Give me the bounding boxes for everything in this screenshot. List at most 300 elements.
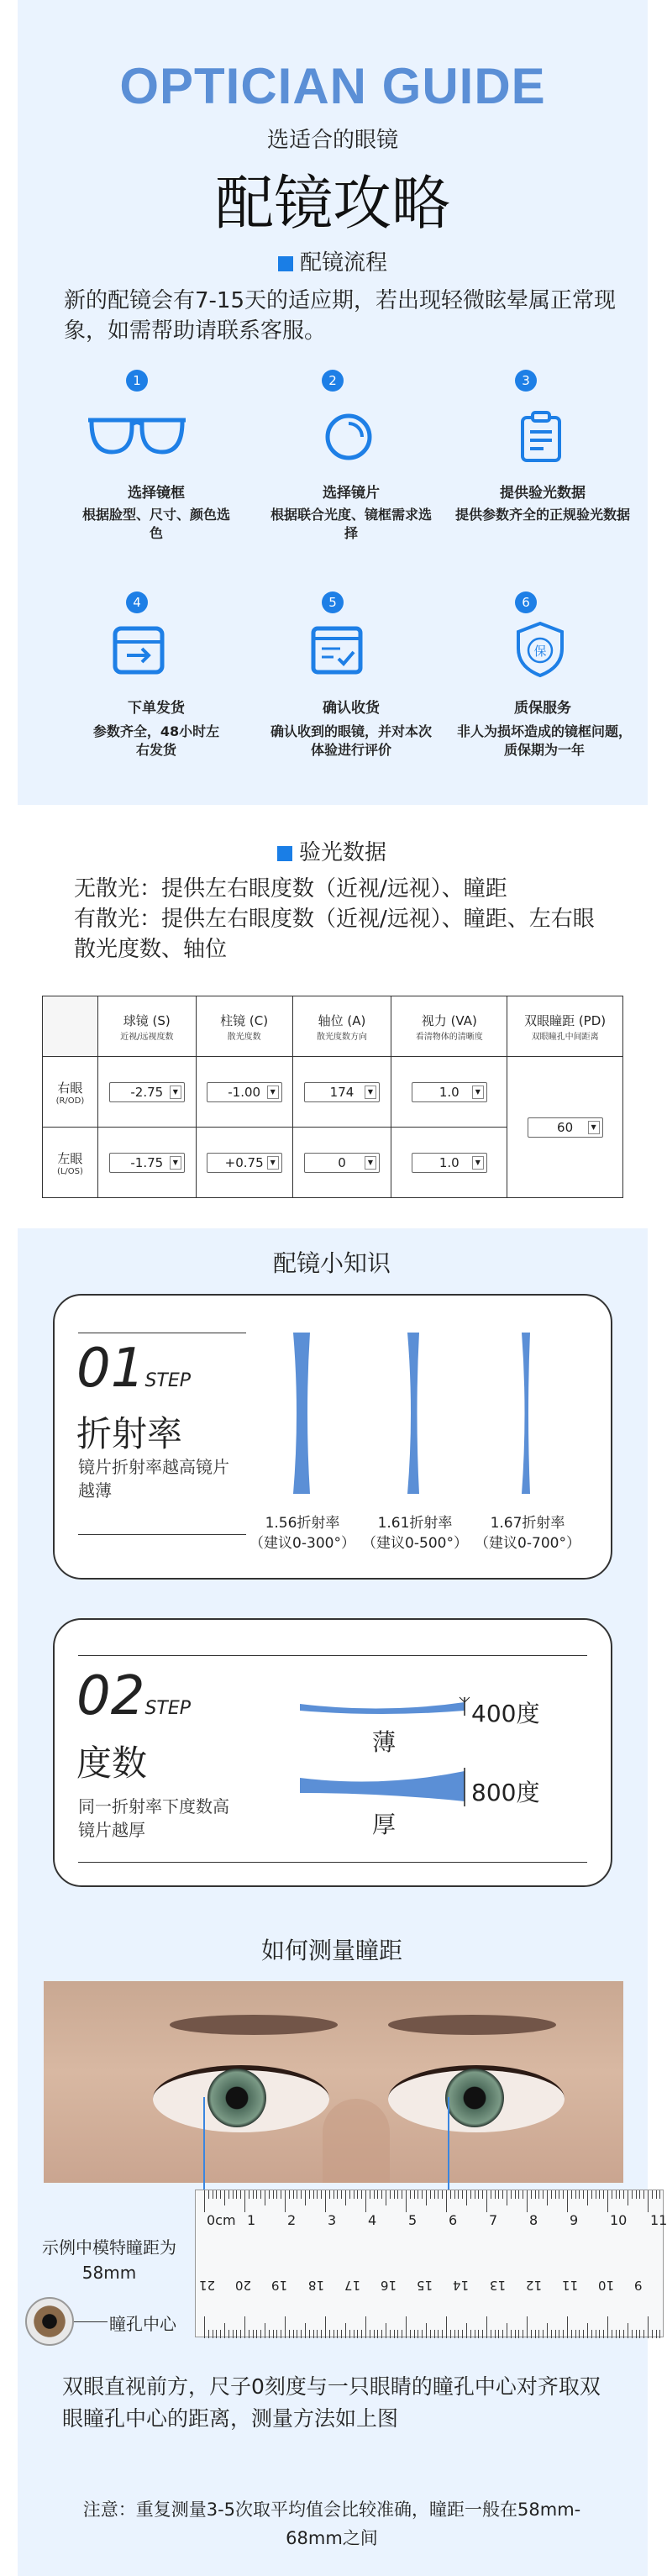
step-number: 3 [515, 370, 537, 392]
ruler-tick [495, 2330, 496, 2338]
axis-select[interactable]: 174 ▼ [304, 1082, 380, 1102]
ruler-tick [354, 2330, 355, 2338]
pupil-sample-icon [25, 2297, 74, 2346]
ruler-tick [301, 2190, 302, 2199]
ruler-tick [240, 2190, 241, 2199]
ruler-tick [345, 2323, 346, 2338]
ruler-tick [616, 2190, 617, 2199]
thin-lens-icon [513, 1329, 538, 1497]
process-heading [18, 245, 648, 276]
process-panel [18, 0, 648, 805]
step-number: 1 [126, 370, 148, 392]
ruler-tick [636, 2330, 637, 2338]
va-select[interactable]: 1.0 ▼ [412, 1082, 487, 1102]
thin-label: 薄 [372, 1728, 397, 1756]
ruler-tick [648, 2316, 649, 2338]
col-header: 球镜 (S) 近视/远视度数 [97, 996, 196, 1057]
ruler-tick [551, 2190, 552, 2199]
chevron-down-icon: ▼ [472, 1086, 484, 1099]
iris [445, 2069, 504, 2127]
ruler-tick [224, 2323, 225, 2338]
ruler-tick [478, 2330, 479, 2338]
ruler-tick [599, 2190, 600, 2199]
clipboard-icon [518, 410, 564, 464]
ruler-tick [224, 2190, 225, 2205]
ruler-label: 2 [287, 2212, 297, 2228]
ruler-tick [305, 2323, 306, 2338]
ruler-tick [652, 2330, 653, 2338]
ruler-tick [466, 2323, 467, 2338]
eyebrow [388, 2015, 556, 2035]
ruler-tick [406, 2190, 407, 2212]
ruler-tick [623, 2190, 624, 2199]
ruler-tick [607, 2316, 608, 2338]
pupil-pointer [74, 2321, 108, 2322]
table-corner [43, 996, 98, 1057]
step-desc: 根据联合光度、镜框需求选择 [270, 507, 432, 541]
ruler-label: 3 [328, 2212, 337, 2228]
refraction-card [53, 1294, 612, 1580]
chevron-down-icon: ▼ [472, 1156, 484, 1170]
ruler-tick [256, 2330, 257, 2338]
ruler-tick [535, 2330, 536, 2338]
ruler-tick [273, 2330, 274, 2338]
pd-desc: 双眼直视前方，尺子0刻度与一只眼睛的瞳孔中心对齐取双眼瞳孔中心的距离，测量方法如上图 [62, 2374, 601, 2431]
card-desc: 镜片折射率越高镜片越薄 [78, 1457, 229, 1501]
ruler-tick [571, 2190, 572, 2199]
ruler-tick [555, 2190, 556, 2199]
ruler-tick [486, 2190, 487, 2212]
ruler-tick [632, 2330, 633, 2338]
ruler-tick [244, 2190, 245, 2212]
divider [78, 1534, 246, 1535]
ruler-tick [394, 2330, 395, 2338]
ruler-tick [285, 2316, 286, 2338]
ruler-tick [648, 2190, 649, 2212]
ruler-tick [293, 2190, 294, 2199]
ruler-tick [462, 2330, 463, 2338]
ruler-tick [216, 2330, 217, 2338]
ruler-label: 10 [610, 2212, 628, 2228]
ruler-tick [309, 2330, 310, 2338]
ruler-tick [438, 2330, 439, 2338]
ruler-tick [547, 2190, 548, 2205]
ruler-tick [228, 2190, 229, 2199]
ruler-tick [430, 2190, 431, 2199]
lens-icon [323, 412, 374, 462]
ruler-tick [458, 2190, 459, 2199]
ruler-tick [619, 2190, 620, 2199]
ruler-tick [603, 2330, 604, 2338]
ruler-tick [442, 2190, 443, 2199]
lens-index-label: 1.56折射率 [265, 1515, 340, 1532]
ruler-tick [321, 2190, 322, 2199]
ruler-tick [450, 2330, 451, 2338]
ruler-tick [515, 2190, 516, 2199]
ruler-label: 16 [381, 2278, 397, 2293]
ruler-tick [567, 2190, 568, 2212]
glasses-frame-icon [85, 415, 189, 457]
ruler-tick [285, 2190, 286, 2212]
ruler-tick [414, 2190, 415, 2199]
ruler-tick [337, 2190, 338, 2199]
ruler-label: 11 [562, 2278, 579, 2293]
ruler-tick [341, 2190, 342, 2199]
step-number: 02STEP [76, 1665, 192, 1727]
ruler-tick [639, 2190, 640, 2199]
ruler-label: 9 [570, 2212, 579, 2228]
step-title: 提供验光数据 [500, 485, 586, 502]
ruler-tick [240, 2330, 241, 2338]
eye-label: 右眼 (R/OD) [43, 1057, 98, 1128]
col-header: 双眼瞳距 (PD) 双眼瞳孔中间距离 [507, 996, 623, 1057]
ruler-tick [293, 2330, 294, 2338]
ruler-tick [518, 2190, 519, 2199]
pd-heading: 如何测量瞳距 [260, 1937, 402, 1964]
page-title: 配镜攻略 [215, 169, 450, 238]
ruler-tick [337, 2330, 338, 2338]
ruler-label: 0cm [207, 2212, 236, 2228]
ruler-tick [390, 2330, 391, 2338]
ruler-tick [305, 2190, 306, 2205]
svg-text:保: 保 [533, 644, 547, 659]
ruler-tick [587, 2190, 588, 2205]
ruler-tick [543, 2330, 544, 2338]
ruler-top-scale [196, 2190, 667, 2249]
ruler-tick [482, 2330, 483, 2338]
nose [323, 2099, 390, 2183]
ruler-tick [543, 2190, 544, 2199]
ruler-tick [329, 2190, 330, 2199]
card-title: 度数 [76, 1743, 148, 1784]
ruler-tick [357, 2330, 358, 2338]
cyl-select[interactable]: -1.00 ▼ [207, 1082, 282, 1102]
ruler-tick [502, 2330, 503, 2338]
ruler-tick [233, 2330, 234, 2338]
chevron-down-icon: ▼ [365, 1156, 376, 1170]
ruler-tick [313, 2330, 314, 2338]
ruler-tick [374, 2330, 375, 2338]
ruler-tick [616, 2330, 617, 2338]
ruler-tick [357, 2190, 358, 2199]
card-title: 折射率 [76, 1413, 183, 1454]
ruler-tick [538, 2330, 539, 2338]
confirm-receipt-icon [310, 625, 364, 676]
ruler-tick [325, 2316, 326, 2338]
ruler-tick [256, 2190, 257, 2199]
ruler-tick [659, 2330, 660, 2338]
ruler-tick [394, 2190, 395, 2199]
ruler-tick [341, 2330, 342, 2338]
ruler-label: 13 [489, 2278, 506, 2293]
ruler-tick [233, 2190, 234, 2199]
ruler-label: 4 [368, 2212, 377, 2228]
ruler-tick [426, 2323, 427, 2338]
step-desc: 确认收到的眼镜，并对本次体验进行评价 [270, 723, 432, 758]
ruler-tick [438, 2190, 439, 2199]
cyl-select[interactable]: +0.75 ▼ [207, 1153, 282, 1173]
table-row [43, 1057, 623, 1128]
ruler-tick [390, 2190, 391, 2199]
ruler-tick [365, 2316, 366, 2338]
ruler-bottom-scale [196, 2274, 664, 2338]
va-select[interactable]: 1.0 ▼ [412, 1153, 487, 1173]
knowledge-heading: 配镜小知识 [272, 1249, 391, 1277]
ruler-tick [381, 2330, 382, 2338]
ruler-tick [450, 2190, 451, 2199]
ruler-tick [527, 2190, 528, 2212]
process-heading-text: 配镜流程 [299, 250, 387, 276]
ruler-tick [434, 2190, 435, 2199]
ruler-tick [325, 2190, 326, 2212]
ruler-tick [623, 2330, 624, 2338]
ruler-tick [619, 2330, 620, 2338]
ruler-tick [269, 2330, 270, 2338]
ruler-tick [208, 2190, 209, 2199]
ruler-tick [466, 2190, 467, 2205]
ruler-tick [442, 2330, 443, 2338]
ruler-tick [253, 2190, 254, 2199]
ruler-label: 9 [634, 2278, 643, 2293]
ruler-tick [656, 2330, 657, 2338]
ruler-tick [515, 2330, 516, 2338]
ruler-tick [204, 2190, 205, 2212]
ruler-tick [567, 2316, 568, 2338]
ruler-tick [446, 2190, 447, 2212]
step-number: 01STEP [76, 1338, 192, 1400]
ruler-label: 12 [525, 2278, 542, 2293]
axis-select[interactable]: 0 ▼ [304, 1153, 380, 1173]
thick-lens-icon [288, 1329, 313, 1497]
ruler-tick [563, 2190, 564, 2199]
ruler-tick [659, 2190, 660, 2199]
ruler-label: 11 [650, 2212, 667, 2228]
ruler-tick [381, 2190, 382, 2199]
ruler-tick [406, 2316, 407, 2338]
ruler-tick [632, 2190, 633, 2199]
ruler-tick [583, 2190, 584, 2199]
power-card [53, 1618, 612, 1887]
ruler-tick [587, 2323, 588, 2338]
eyebrow [170, 2015, 338, 2035]
ruler-tick [498, 2330, 499, 2338]
prescription-line2: 有散光：提供左右眼度数（近视/远视）、瞳距、左右眼散光度数、轴位 [74, 907, 595, 962]
card-desc: 同一折射率下度数高镜片越厚 [78, 1796, 229, 1840]
ruler-tick [575, 2330, 576, 2338]
ruler-tick [470, 2330, 471, 2338]
ruler-label: 6 [449, 2212, 458, 2228]
ruler [195, 2190, 667, 2337]
ruler-tick [458, 2330, 459, 2338]
chevron-down-icon: ▼ [170, 1156, 181, 1170]
ruler-tick [361, 2190, 362, 2199]
ruler-tick [446, 2316, 447, 2338]
thick-lens-diagram [298, 1768, 466, 1810]
ruler-tick [434, 2330, 435, 2338]
thin-degree: 400度 [471, 1700, 540, 1727]
iris [207, 2069, 266, 2127]
step-desc: 提供参数齐全的正规验光数据 [454, 507, 630, 523]
bullet-square-icon [278, 256, 293, 271]
ruler-tick [269, 2190, 270, 2199]
ruler-tick [478, 2190, 479, 2199]
divider [78, 1655, 587, 1656]
ruler-label: 10 [598, 2278, 615, 2293]
ruler-tick [422, 2330, 423, 2338]
prescription-heading [0, 835, 664, 866]
step-title: 确认收货 [323, 700, 380, 717]
ruler-tick [535, 2190, 536, 2199]
ruler-tick [289, 2330, 290, 2338]
ruler-tick [313, 2190, 314, 2199]
ruler-tick [216, 2190, 217, 2199]
ruler-tick [301, 2330, 302, 2338]
model-note: 示例中模特瞳距为58mm [42, 2237, 176, 2283]
ruler-tick [365, 2190, 366, 2212]
ruler-tick [555, 2330, 556, 2338]
ruler-tick [220, 2190, 221, 2199]
ruler-tick [410, 2190, 411, 2199]
order-delivery-icon [112, 625, 165, 676]
ruler-tick [643, 2190, 644, 2199]
ruler-tick [220, 2330, 221, 2338]
ruler-tick [531, 2330, 532, 2338]
ruler-tick [349, 2190, 350, 2199]
ruler-tick [329, 2330, 330, 2338]
ruler-tick [636, 2190, 637, 2199]
ruler-tick [603, 2190, 604, 2199]
ruler-tick [253, 2330, 254, 2338]
warranty-shield-icon [513, 620, 567, 679]
chevron-down-icon: ▼ [267, 1086, 279, 1099]
ruler-label: 19 [271, 2278, 288, 2293]
ruler-tick [321, 2330, 322, 2338]
eyes-photo [44, 1981, 623, 2183]
ruler-tick [583, 2330, 584, 2338]
ruler-tick [374, 2190, 375, 2199]
step-number: 2 [322, 370, 344, 392]
ruler-tick [361, 2330, 362, 2338]
ruler-tick [309, 2190, 310, 2199]
col-header: 轴位 (A) 散光度数方向 [292, 996, 391, 1057]
step-title: 质保服务 [514, 700, 571, 717]
ruler-tick [531, 2190, 532, 2199]
ruler-tick [454, 2330, 455, 2338]
ruler-tick [454, 2190, 455, 2199]
ruler-tick [547, 2323, 548, 2338]
ruler-tick [591, 2190, 592, 2199]
step-title: 选择镜框 [128, 485, 185, 502]
ruler-tick [317, 2190, 318, 2199]
thick-degree: 800度 [471, 1779, 540, 1806]
ruler-tick [462, 2190, 463, 2199]
prescription-table [42, 996, 623, 1198]
step-title: 下单发货 [128, 700, 185, 717]
thin-lens-diagram [298, 1694, 466, 1727]
step-desc: 非人为损坏造成的镜框问题，质保期为一年 [456, 723, 632, 758]
ruler-tick [410, 2330, 411, 2338]
ruler-tick [527, 2316, 528, 2338]
ruler-tick [599, 2330, 600, 2338]
ruler-tick [538, 2190, 539, 2199]
ruler-tick [422, 2190, 423, 2199]
ruler-tick [236, 2330, 237, 2338]
ruler-tick [204, 2316, 205, 2338]
divider [78, 1862, 587, 1863]
ruler-label: 7 [489, 2212, 498, 2228]
ruler-label: 17 [344, 2278, 360, 2293]
ruler-tick [502, 2190, 503, 2199]
ruler-tick [273, 2190, 274, 2199]
ruler-tick [579, 2330, 580, 2338]
thick-label: 厚 [372, 1811, 397, 1838]
ruler-tick [656, 2190, 657, 2199]
ruler-tick [414, 2330, 415, 2338]
eye-label: 左眼 (L/OS) [43, 1128, 98, 1198]
lens-index-label: 1.67折射率 [490, 1515, 565, 1532]
ruler-tick [377, 2190, 378, 2199]
sph-select[interactable]: -1.75 ▼ [109, 1153, 185, 1173]
ruler-tick [563, 2330, 564, 2338]
ruler-label: 14 [453, 2278, 470, 2293]
ruler-tick [571, 2330, 572, 2338]
ruler-tick [643, 2330, 644, 2338]
prescription-heading-text: 验光数据 [298, 840, 386, 865]
ruler-tick [518, 2330, 519, 2338]
ruler-tick [260, 2330, 261, 2338]
ruler-label: 20 [235, 2278, 252, 2293]
ruler-tick [495, 2190, 496, 2199]
ruler-tick [276, 2330, 277, 2338]
pupil-label: 瞳孔中心 [109, 2314, 176, 2334]
ruler-tick [397, 2190, 398, 2199]
ruler-tick [607, 2190, 608, 2212]
step-number: 6 [515, 591, 537, 613]
col-header: 视力 (VA) 看清物体的清晰度 [391, 996, 507, 1057]
medium-lens-icon [401, 1329, 426, 1497]
sph-select[interactable]: -2.75 ▼ [109, 1082, 185, 1102]
ruler-tick [397, 2330, 398, 2338]
ruler-label: 5 [408, 2212, 418, 2228]
ruler-tick [575, 2190, 576, 2199]
chevron-down-icon: ▼ [365, 1086, 376, 1099]
ruler-tick [591, 2330, 592, 2338]
ruler-tick [486, 2316, 487, 2338]
lens-index-note: （建议0-300°） [249, 1535, 355, 1552]
ruler-tick [426, 2190, 427, 2205]
ruler-tick [511, 2190, 512, 2199]
step-desc: 参数齐全，48小时左右发货 [92, 723, 220, 758]
ruler-tick [228, 2330, 229, 2338]
ruler-label: 15 [417, 2278, 433, 2293]
pd-select[interactable]: 60 ▼ [528, 1117, 603, 1138]
step-desc: 根据脸型、尺寸、颜色选色 [81, 507, 230, 541]
ruler-label: 1 [247, 2212, 256, 2228]
ruler-tick [260, 2190, 261, 2199]
lens-index-label: 1.61折射率 [377, 1515, 453, 1532]
ruler-tick [236, 2190, 237, 2199]
ruler-tick [470, 2190, 471, 2199]
ruler-tick [289, 2190, 290, 2199]
pd-note: 注意：重复测量3-5次取平均值会比较准确，瞳距一般在58mm-68mm之间 [82, 2500, 581, 2548]
lens-index-note: （建议0-500°） [362, 1535, 468, 1552]
ruler-label: 8 [529, 2212, 538, 2228]
prescription-line1: 无散光：提供左右眼度数（近视/远视）、瞳距 [74, 876, 507, 902]
en-title: OPTICIAN GUIDE [119, 58, 546, 114]
step-number: 5 [322, 591, 344, 613]
lens-index-note: （建议0-700°） [475, 1535, 580, 1552]
ruler-tick [430, 2330, 431, 2338]
